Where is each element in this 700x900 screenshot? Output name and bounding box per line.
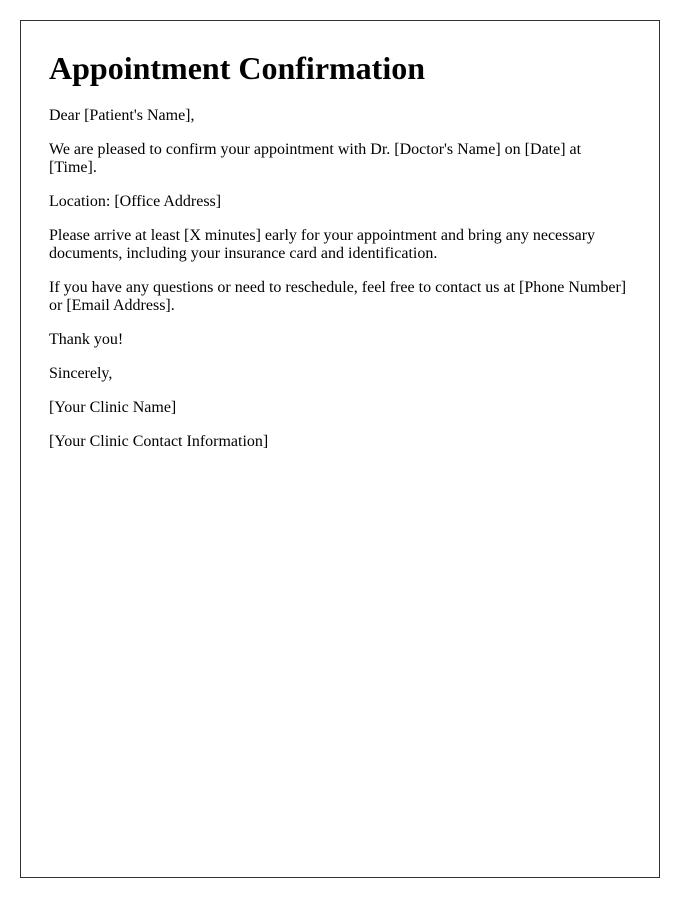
thanks-line: Thank you! [49, 331, 124, 349]
page-title: Appointment Confirmation [49, 50, 426, 86]
confirmation-paragraph: We are pleased to confirm your appointment with Dr. [Doctor's Name] on [Date] at [Time]. [49, 141, 582, 177]
clinic-contact-info: [Your Clinic Contact Information] [49, 433, 269, 451]
arrival-instructions-paragraph: Please arrive at least [X minutes] early for your appointment and bring any necessary documents, including your insurance card and identification. [49, 227, 596, 263]
letter-page [20, 20, 660, 878]
clinic-name: [Your Clinic Name] [49, 399, 177, 417]
questions-paragraph: If you have any questions or need to reschedule, feel free to contact us at [Phone Number] or [Email Address]. [49, 279, 627, 315]
salutation: Dear [Patient's Name], [49, 107, 195, 125]
closing-line: Sincerely, [49, 365, 113, 383]
location-paragraph: Location: [Office Address] [49, 193, 222, 211]
